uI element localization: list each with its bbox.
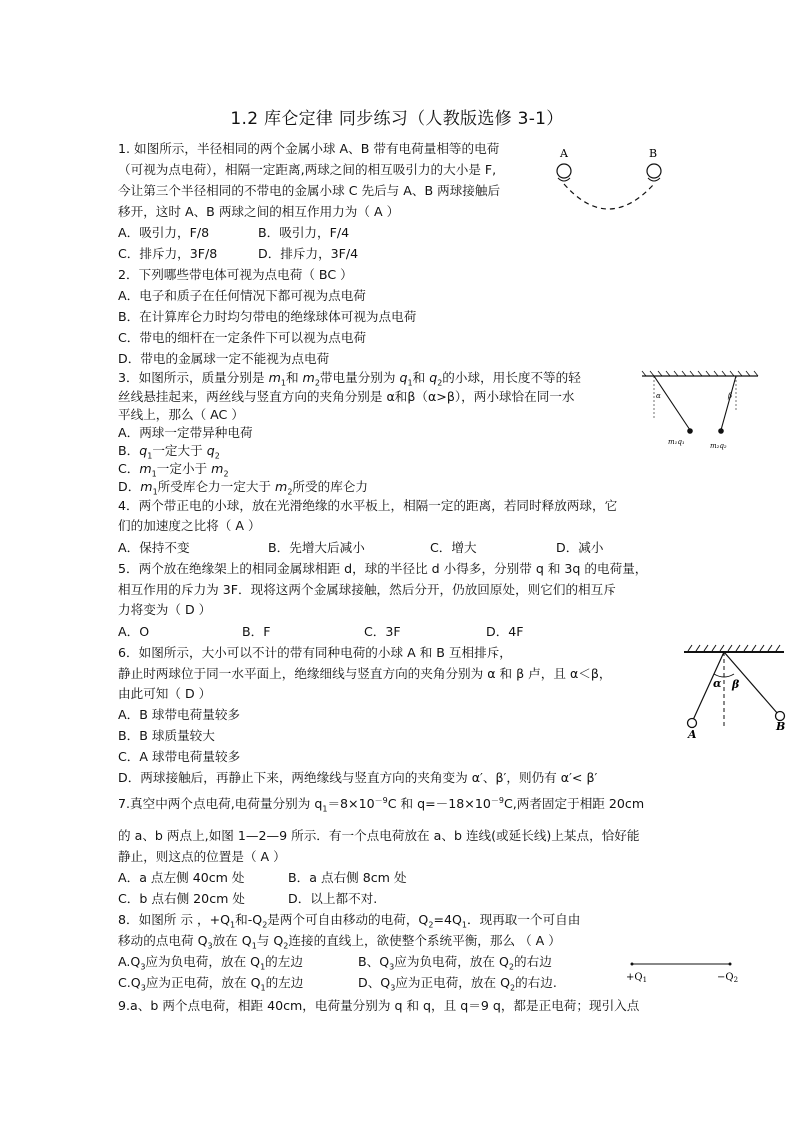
q8-b-text: 的右边 bbox=[514, 954, 552, 969]
q7-line-1 bbox=[118, 794, 644, 813]
q2-option-b: B．在计算库仑力时均匀带电的绝缘球体可视为点电荷 bbox=[118, 309, 417, 324]
q3-fig-m1q1: m₁q₁ bbox=[668, 438, 685, 446]
q3-d-text: 所受的库仑力 bbox=[292, 479, 368, 494]
q7-sup: －9 bbox=[374, 795, 388, 805]
q6-fig-beta: β bbox=[732, 678, 740, 691]
q3-d-text: D． bbox=[118, 479, 141, 494]
q3-option-d bbox=[118, 477, 368, 496]
q9-line-1: 9.a、b 两个点电荷，相距 40cm，电荷量分别为 q 和 q，且 q＝9 q，都是正电荷；现引入点 bbox=[118, 998, 640, 1013]
q1-ball-b bbox=[647, 164, 661, 178]
q5-option-a: A．O bbox=[118, 624, 150, 639]
q8-a-sub: 1 bbox=[260, 962, 266, 972]
q8-c-text: 的左边 bbox=[265, 975, 304, 990]
q1-line-4: 移开，这时 A、B 两球之间的相互作用力为（ A ） bbox=[118, 204, 400, 219]
q6-option-a: A．B 球带电荷量较多 bbox=[118, 707, 241, 722]
q6-option-d: D．两球接触后，再静止下来，两绝缘线与竖直方向的夹角变为 α′、β′，则仍有 α′< β′ bbox=[118, 770, 598, 785]
q8-line-2 bbox=[118, 931, 561, 950]
q3-q1-sub: 1 bbox=[407, 378, 413, 388]
q3-c-m2-sub: 2 bbox=[223, 469, 229, 479]
q2-option-d: D．带电的金属球一定不能视为点电荷 bbox=[118, 351, 330, 366]
q8-a-text: 的左边 bbox=[265, 954, 303, 969]
q3-d-m1-sub: 1 bbox=[152, 487, 158, 497]
q6-fig-label-a: A bbox=[688, 728, 697, 740]
q3-line-2: 丝线悬挂起来，两丝线与竖直方向的夹角分别是 α和β（α>β），两小球恰在同一水 bbox=[118, 389, 575, 404]
q8-d-sub: 2 bbox=[509, 983, 516, 993]
q3-q2: q bbox=[429, 370, 438, 385]
q8-option-b bbox=[358, 952, 552, 971]
q8-option-d bbox=[358, 973, 557, 992]
q8-fig-right-sub: 2 bbox=[733, 976, 739, 984]
q8-text: 放在 Q bbox=[212, 933, 252, 948]
q4-line-2: 们的加速度之比将（ A ） bbox=[118, 518, 261, 533]
q7-option-c: C．b 点右侧 20cm 处 bbox=[118, 891, 245, 906]
q8-sub: 2 bbox=[283, 941, 289, 951]
q8-text: 连接的直线上，欲使整个系统平衡，那么 （ A ） bbox=[288, 933, 561, 948]
q3-fig-alpha: α bbox=[656, 392, 661, 400]
q3-m2-sub: 2 bbox=[314, 378, 320, 388]
q3-b-text: 一定大于 bbox=[152, 443, 207, 458]
q3-m1: m bbox=[268, 370, 281, 385]
q8-b-sub: 2 bbox=[508, 962, 515, 972]
q5-option-d: D．4F bbox=[486, 624, 524, 639]
q2-option-a: A．电子和质子在任何情况下都可视为点电荷 bbox=[118, 288, 366, 303]
q7-text: 7.真空中两个点电荷,电荷量分别为 q bbox=[118, 796, 323, 811]
q1-line-2: （可视为点电荷），相隔一定距离,两球之间的相互吸引力的大小是 F, bbox=[118, 162, 497, 177]
q7-text: C,两者固定于相距 20cm bbox=[503, 796, 645, 811]
q8-charge-right bbox=[729, 963, 732, 966]
q6-ball-a bbox=[688, 719, 697, 728]
q7-line-2: 的 a、b 两点上,如图 1—2—9 所示．有一个点电荷放在 a、b 连线(或延长线)上某点，恰好能 bbox=[118, 828, 640, 843]
q3-c-text: C． bbox=[118, 461, 140, 476]
q8-fig-left-sub: 1 bbox=[642, 976, 648, 984]
q3-thread-2 bbox=[721, 376, 736, 430]
q8-c-text: 应为正电荷，放在 Q bbox=[145, 975, 261, 990]
q8-text: 是两个可自由移动的电荷，Q bbox=[267, 912, 429, 927]
q6-option-b: B．B 球质量较大 bbox=[118, 728, 215, 743]
q8-b-text: 应为负电荷，放在 Q bbox=[394, 954, 509, 969]
q2-option-c: C．带电的细杆在一定条件下可以视为点电荷 bbox=[118, 330, 367, 345]
q1-ball-a bbox=[557, 164, 571, 178]
q3-d-text: 所受库仑力一定大于 bbox=[157, 479, 276, 494]
q7-sub: 1 bbox=[322, 804, 328, 814]
q3-line-3: 平线上，那么（ AC ） bbox=[118, 407, 244, 422]
q5-line-2: 相互作用的斥力为 3F．现将这两个金属球接触，然后分开，仍放回原处，则它们的相互斥 bbox=[118, 582, 616, 597]
q4-line-1: 4．两个带正电的小球，放在光滑绝缘的水平板上，相隔一定的距离，若同时释放两球，它 bbox=[118, 498, 618, 513]
q6-figure bbox=[678, 644, 790, 740]
q2-stem: 2．下列哪些带电体可视为点电荷（ BC ） bbox=[118, 267, 353, 282]
q3-b-q1-sub: 1 bbox=[147, 451, 153, 461]
q8-sub: 1 bbox=[461, 920, 468, 930]
q8-charge-left bbox=[631, 963, 634, 966]
q3-thread-1 bbox=[654, 376, 690, 430]
q4-option-b: B．先增大后减小 bbox=[268, 540, 365, 555]
q3-m1-sub: 1 bbox=[280, 378, 286, 388]
q8-sub: 1 bbox=[251, 941, 257, 951]
page-title: 1.2 库仑定律 同步练习（人教版选修 3-1） bbox=[230, 109, 564, 129]
q7-text: C 和 q=－18×10 bbox=[387, 796, 491, 811]
q3-q2-sub: 2 bbox=[437, 378, 443, 388]
q7-line-3: 静止，则这点的位置是（ A ） bbox=[118, 849, 286, 864]
q8-option-c bbox=[118, 973, 303, 992]
q4-option-a: A．保持不变 bbox=[118, 540, 190, 555]
q3-c-text: 一定小于 bbox=[156, 461, 212, 476]
q8-text: ．现再取一个可自由 bbox=[467, 912, 581, 927]
q5-option-b: B．F bbox=[242, 624, 271, 639]
q5-option-c: C．3F bbox=[364, 624, 401, 639]
q8-d-sub: 3 bbox=[390, 983, 396, 993]
q3-option-c bbox=[118, 459, 229, 478]
q7-option-b: B．a 点右侧 8cm 处 bbox=[288, 870, 407, 885]
q8-line-1 bbox=[118, 910, 580, 929]
q3-b-text: B． bbox=[118, 443, 140, 458]
q5-line-1: 5．两个放在绝缘架上的相同金属球相距 d，球的半径比 d 小得多，分别带 q 和 3q 的电荷量， bbox=[118, 561, 648, 576]
q3-text: 和 bbox=[412, 370, 430, 385]
q3-c-m1: m bbox=[139, 461, 152, 476]
q1-option-d: D．排斥力，3F/4 bbox=[258, 246, 359, 261]
q1-dashed-path bbox=[564, 184, 654, 209]
q8-c-sub: 3 bbox=[140, 983, 146, 993]
q3-text: 带电量分别为 bbox=[319, 370, 400, 385]
q3-ball-1 bbox=[687, 428, 693, 434]
q8-sub: 1 bbox=[230, 920, 236, 930]
q8-b-sub: 3 bbox=[389, 962, 395, 972]
q3-text: 和 bbox=[285, 370, 303, 385]
q3-figure bbox=[640, 370, 760, 450]
q7-text: ＝8×10 bbox=[327, 796, 375, 811]
q8-sub: 3 bbox=[207, 941, 213, 951]
q3-text: 的小球，用长度不等的轻 bbox=[442, 370, 581, 385]
q3-option-a: A．两球一定带异种电荷 bbox=[118, 425, 253, 440]
q3-q1: q bbox=[399, 370, 408, 385]
q3-b-q1: q bbox=[139, 443, 148, 458]
q8-fig-label-right bbox=[717, 972, 738, 984]
q3-b-q2: q bbox=[206, 443, 215, 458]
q8-option-a bbox=[118, 952, 303, 971]
q3-d-m2: m bbox=[275, 479, 288, 494]
q7-option-a: A．a 点左侧 40cm 处 bbox=[118, 870, 245, 885]
q3-m2: m bbox=[302, 370, 315, 385]
q3-fig-m2q2: m₂q₂ bbox=[710, 442, 727, 450]
q3-line-1 bbox=[118, 368, 581, 387]
q8-d-text: D、Q bbox=[358, 975, 391, 990]
q3-fig-beta: β bbox=[728, 392, 733, 400]
q8-fig-right-text: −Q bbox=[717, 972, 734, 983]
q8-a-text: 应为负电荷，放在 Q bbox=[145, 954, 261, 969]
q8-text: 和-Q bbox=[235, 912, 263, 927]
q3-text: 3．如图所示，质量分别是 bbox=[118, 370, 269, 385]
q8-sub: 2 bbox=[428, 920, 434, 930]
q8-fig-left-text: +Q bbox=[626, 972, 643, 983]
q8-a-text: A.Q bbox=[118, 954, 141, 969]
q8-text: 与 Q bbox=[256, 933, 284, 948]
q1-fig-label-b: B bbox=[649, 147, 658, 160]
q8-text: =4Q bbox=[433, 912, 462, 927]
q3-c-m1-sub: 1 bbox=[151, 469, 157, 479]
q1-fig-label-a: A bbox=[560, 147, 568, 160]
q6-line-3: 由此可知（ D ） bbox=[118, 686, 212, 701]
q6-fig-label-b: B bbox=[776, 720, 786, 733]
q1-line-1: 1. 如图所示，半径相同的两个金属小球 A、B 带有电荷量相等的电荷 bbox=[118, 141, 500, 156]
q3-ball-2 bbox=[718, 428, 724, 434]
q7-sup: －9 bbox=[490, 795, 504, 805]
q7-option-d: D．以上都不对. bbox=[288, 891, 378, 906]
q3-c-m2: m bbox=[211, 461, 224, 476]
q8-d-text: 应为正电荷，放在 Q bbox=[395, 975, 510, 990]
q1-option-a: A．吸引力，F/8 bbox=[118, 225, 210, 240]
q6-line-2: 静止时两球位于同一水平面上，绝缘细线与竖直方向的夹角分别为 α 和 β 卢，且 α＜β， bbox=[118, 666, 612, 681]
q8-d-text: 的右边. bbox=[515, 975, 557, 990]
q8-c-sub: 1 bbox=[260, 983, 266, 993]
q4-option-c: C．增大 bbox=[430, 540, 477, 555]
q1-line-3: 今让第三个半径相同的不带电的金属小球 C 先后与 A、B 两球接触后 bbox=[118, 183, 501, 198]
q8-figure bbox=[622, 958, 742, 988]
q8-sub: 2 bbox=[262, 920, 268, 930]
q8-c-text: C.Q bbox=[118, 975, 141, 990]
q8-fig-label-left bbox=[626, 972, 647, 984]
q5-line-3: 力将变为（ D ） bbox=[118, 602, 212, 617]
q8-text: 移动的点电荷 Q bbox=[118, 933, 208, 948]
q3-b-q2-sub: 2 bbox=[214, 451, 220, 461]
q6-fig-alpha: α bbox=[713, 677, 722, 690]
q1-figure bbox=[548, 144, 673, 224]
q1-option-b: B．吸引力，F/4 bbox=[258, 225, 350, 240]
q8-b-text: B、Q bbox=[358, 954, 390, 969]
q6-line-1: 6．如图所示，大小可以不计的带有同种电荷的小球 A 和 B 互相排斥， bbox=[118, 645, 512, 660]
q8-text: 8．如图所 示 ，+Q bbox=[118, 912, 231, 927]
q8-a-sub: 3 bbox=[140, 962, 146, 972]
q1-option-c: C．排斥力，3F/8 bbox=[118, 246, 218, 261]
q4-option-d: D．减小 bbox=[556, 540, 604, 555]
q3-d-m1: m bbox=[140, 479, 153, 494]
q6-option-c: C．A 球带电荷量较多 bbox=[118, 749, 241, 764]
q3-option-b bbox=[118, 441, 220, 460]
q3-d-m2-sub: 2 bbox=[287, 487, 293, 497]
